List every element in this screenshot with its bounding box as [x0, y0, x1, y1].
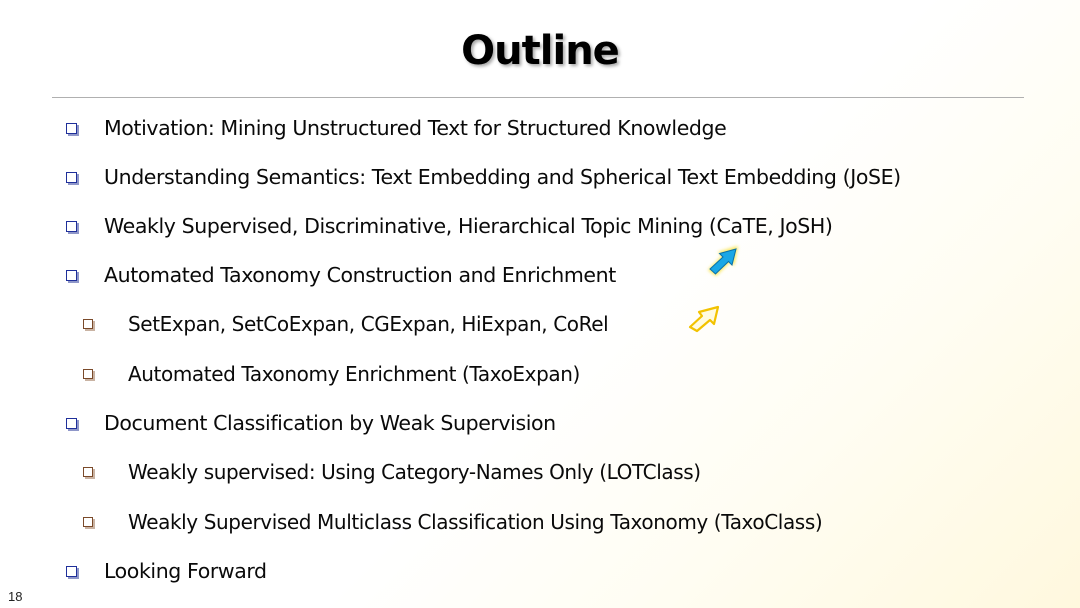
- outline-item-text: Automated Taxonomy Enrichment (TaxoExpan): [128, 362, 580, 386]
- checkbox-bullet-icon: [66, 172, 77, 183]
- checkbox-bullet-icon: [66, 221, 77, 232]
- checkbox-bullet-icon: [83, 319, 93, 329]
- outline-item-text: Understanding Semantics: Text Embedding and Spherical Text Embedding (JoSE): [104, 165, 901, 189]
- outline-item-text: Document Classification by Weak Supervision: [104, 411, 556, 435]
- outline-item-text: Weakly Supervised Multiclass Classification Using Taxonomy (TaxoClass): [128, 510, 823, 534]
- outline-item-text: Automated Taxonomy Construction and Enrichment: [104, 263, 616, 287]
- checkbox-bullet-icon: [66, 270, 77, 281]
- checkbox-bullet-icon: [66, 123, 77, 134]
- checkbox-bullet-icon: [83, 517, 93, 527]
- outline-item-text: Weakly Supervised, Discriminative, Hierarchical Topic Mining (CaTE, JoSH): [104, 214, 833, 238]
- checkbox-bullet-icon: [66, 418, 77, 429]
- outline-item-text: Looking Forward: [104, 559, 267, 583]
- checkbox-bullet-icon: [83, 467, 93, 477]
- pointer-arrow-outline-icon: [684, 301, 728, 337]
- outline-item-text: Motivation: Mining Unstructured Text for Structured Knowledge: [104, 116, 727, 140]
- pointer-arrow-blue-icon: [702, 240, 752, 282]
- checkbox-bullet-icon: [83, 369, 93, 379]
- page-number: 18: [8, 589, 23, 604]
- title-divider: [52, 97, 1024, 98]
- slide-title: Outline: [461, 28, 619, 74]
- checkbox-bullet-icon: [66, 566, 77, 577]
- outline-item-text: SetExpan, SetCoExpan, CGExpan, HiExpan, CoRel: [128, 312, 609, 336]
- outline-item-text: Weakly supervised: Using Category-Names Only (LOTClass): [128, 460, 701, 484]
